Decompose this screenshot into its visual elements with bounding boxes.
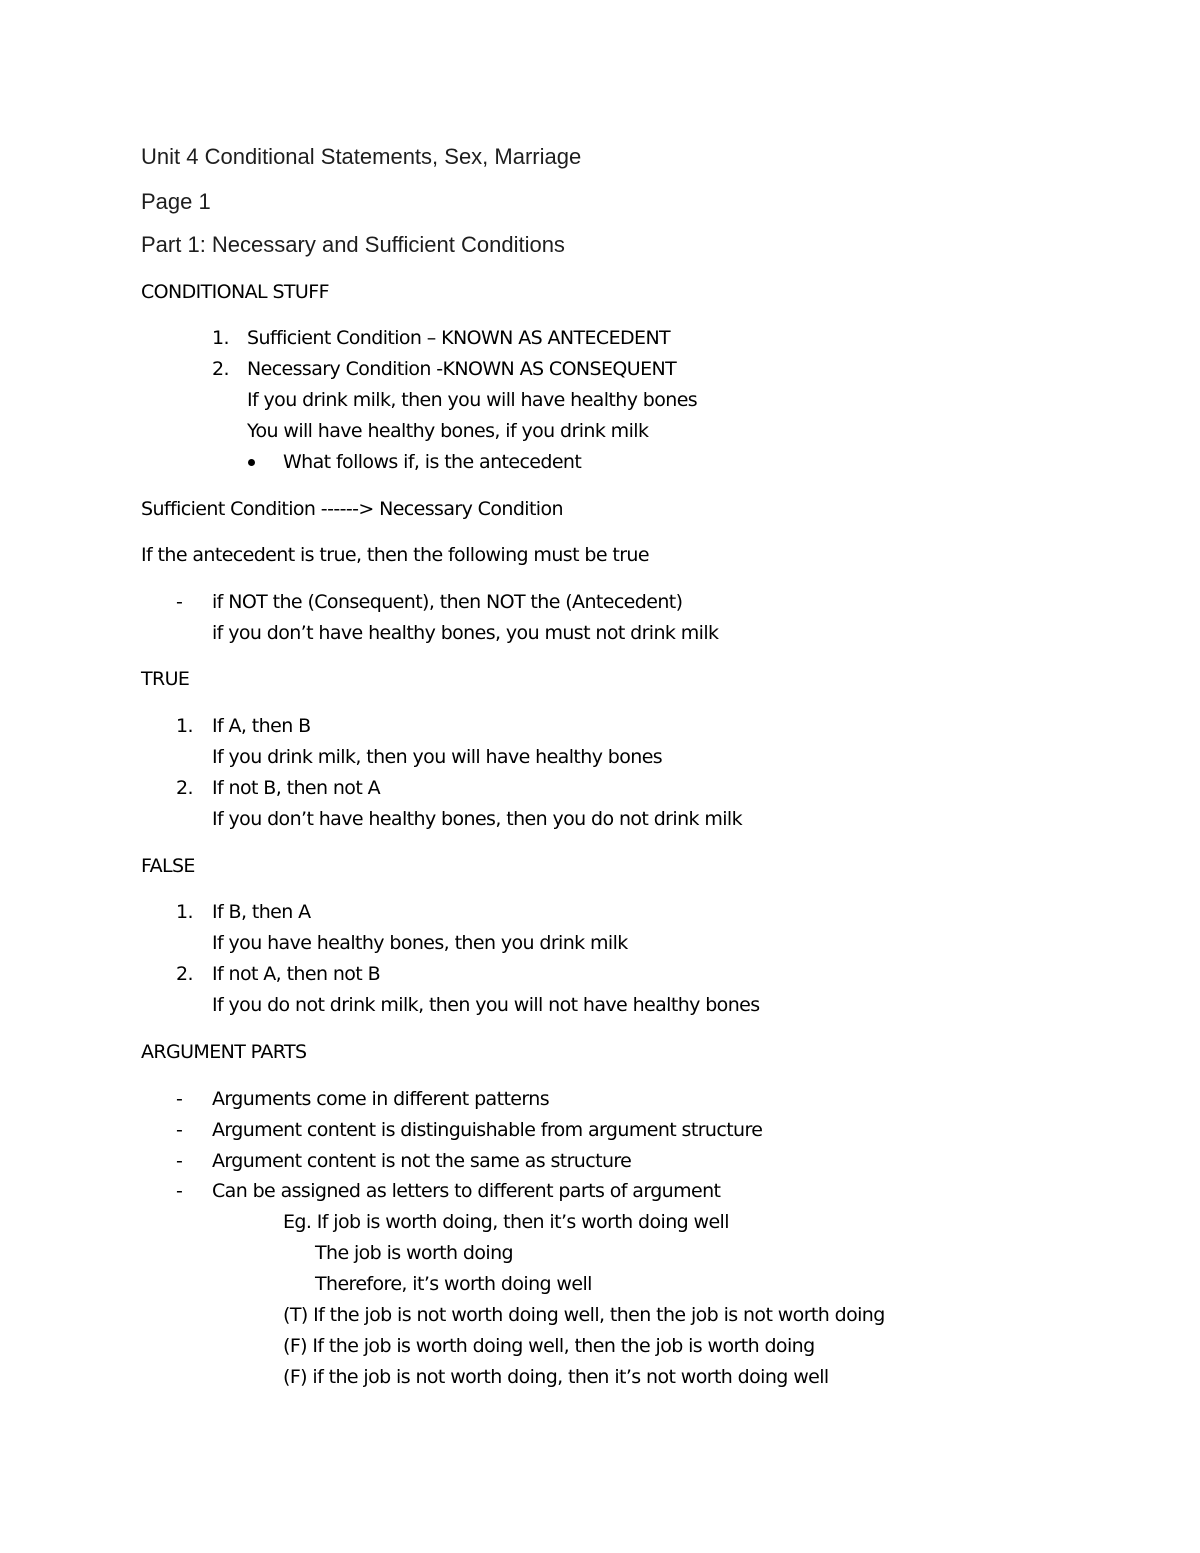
example-line: If you drink milk, then you will have healthy bones (247, 389, 698, 411)
dash-marker: - (176, 1180, 183, 1202)
conditional-heading: CONDITIONAL STUFF (141, 281, 329, 303)
bullet-icon (248, 459, 255, 466)
argument-example-line: Eg. If job is worth doing, then it’s worth doing well (283, 1211, 729, 1233)
list-item: Necessary Condition -KNOWN AS CONSEQUENT (247, 358, 677, 380)
list-number: 2. (176, 963, 193, 985)
true-heading: TRUE (141, 668, 190, 690)
rule-line: If not B, then not A (212, 777, 381, 799)
rule-line: If A, then B (212, 715, 311, 737)
list-number: 2. (212, 358, 229, 380)
dash-marker: - (176, 1150, 183, 1172)
document-title: Unit 4 Conditional Statements, Sex, Marriage (141, 144, 582, 169)
page-label: Page 1 (141, 189, 211, 214)
example-line: You will have healthy bones, if you drink milk (247, 420, 649, 442)
argument-example-line: The job is worth doing (315, 1242, 513, 1264)
list-number: 2. (176, 777, 193, 799)
argument-example-line: (F) if the job is not worth doing, then it’s not worth doing well (283, 1366, 829, 1388)
arrow-line: Sufficient Condition ------> Necessary Condition (141, 498, 563, 520)
bullet-item: What follows if, is the antecedent (283, 451, 582, 473)
dash-marker: - (176, 591, 183, 613)
argument-heading: ARGUMENT PARTS (141, 1041, 307, 1063)
argument-item: Can be assigned as letters to different parts of argument (212, 1180, 721, 1202)
example-line: If you do not drink milk, then you will not have healthy bones (212, 994, 760, 1016)
dash-marker: - (176, 1088, 183, 1110)
argument-item: Argument content is not the same as structure (212, 1150, 632, 1172)
contrapositive-rule: if NOT the (Consequent), then NOT the (Antecedent) (212, 591, 683, 613)
list-number: 1. (212, 327, 229, 349)
argument-example-line: (T) If the job is not worth doing well, then the job is not worth doing (283, 1304, 885, 1326)
contrapositive-example: if you don’t have healthy bones, you must not drink milk (212, 622, 719, 644)
argument-item: Argument content is distinguishable from argument structure (212, 1119, 763, 1141)
example-line: If you don’t have healthy bones, then you do not drink milk (212, 808, 743, 830)
antecedent-line: If the antecedent is true, then the following must be true (141, 544, 649, 566)
rule-line: If B, then A (212, 901, 311, 923)
rule-line: If not A, then not B (212, 963, 381, 985)
example-line: If you drink milk, then you will have healthy bones (212, 746, 663, 768)
example-line: If you have healthy bones, then you drink milk (212, 932, 628, 954)
false-heading: FALSE (141, 855, 195, 877)
part-title: Part 1: Necessary and Sufficient Conditions (141, 232, 565, 257)
argument-example-line: Therefore, it’s worth doing well (315, 1273, 592, 1295)
dash-marker: - (176, 1119, 183, 1141)
argument-item: Arguments come in different patterns (212, 1088, 550, 1110)
list-number: 1. (176, 715, 193, 737)
list-number: 1. (176, 901, 193, 923)
argument-example-line: (F) If the job is worth doing well, then the job is worth doing (283, 1335, 815, 1357)
list-item: Sufficient Condition – KNOWN AS ANTECEDENT (247, 327, 671, 349)
